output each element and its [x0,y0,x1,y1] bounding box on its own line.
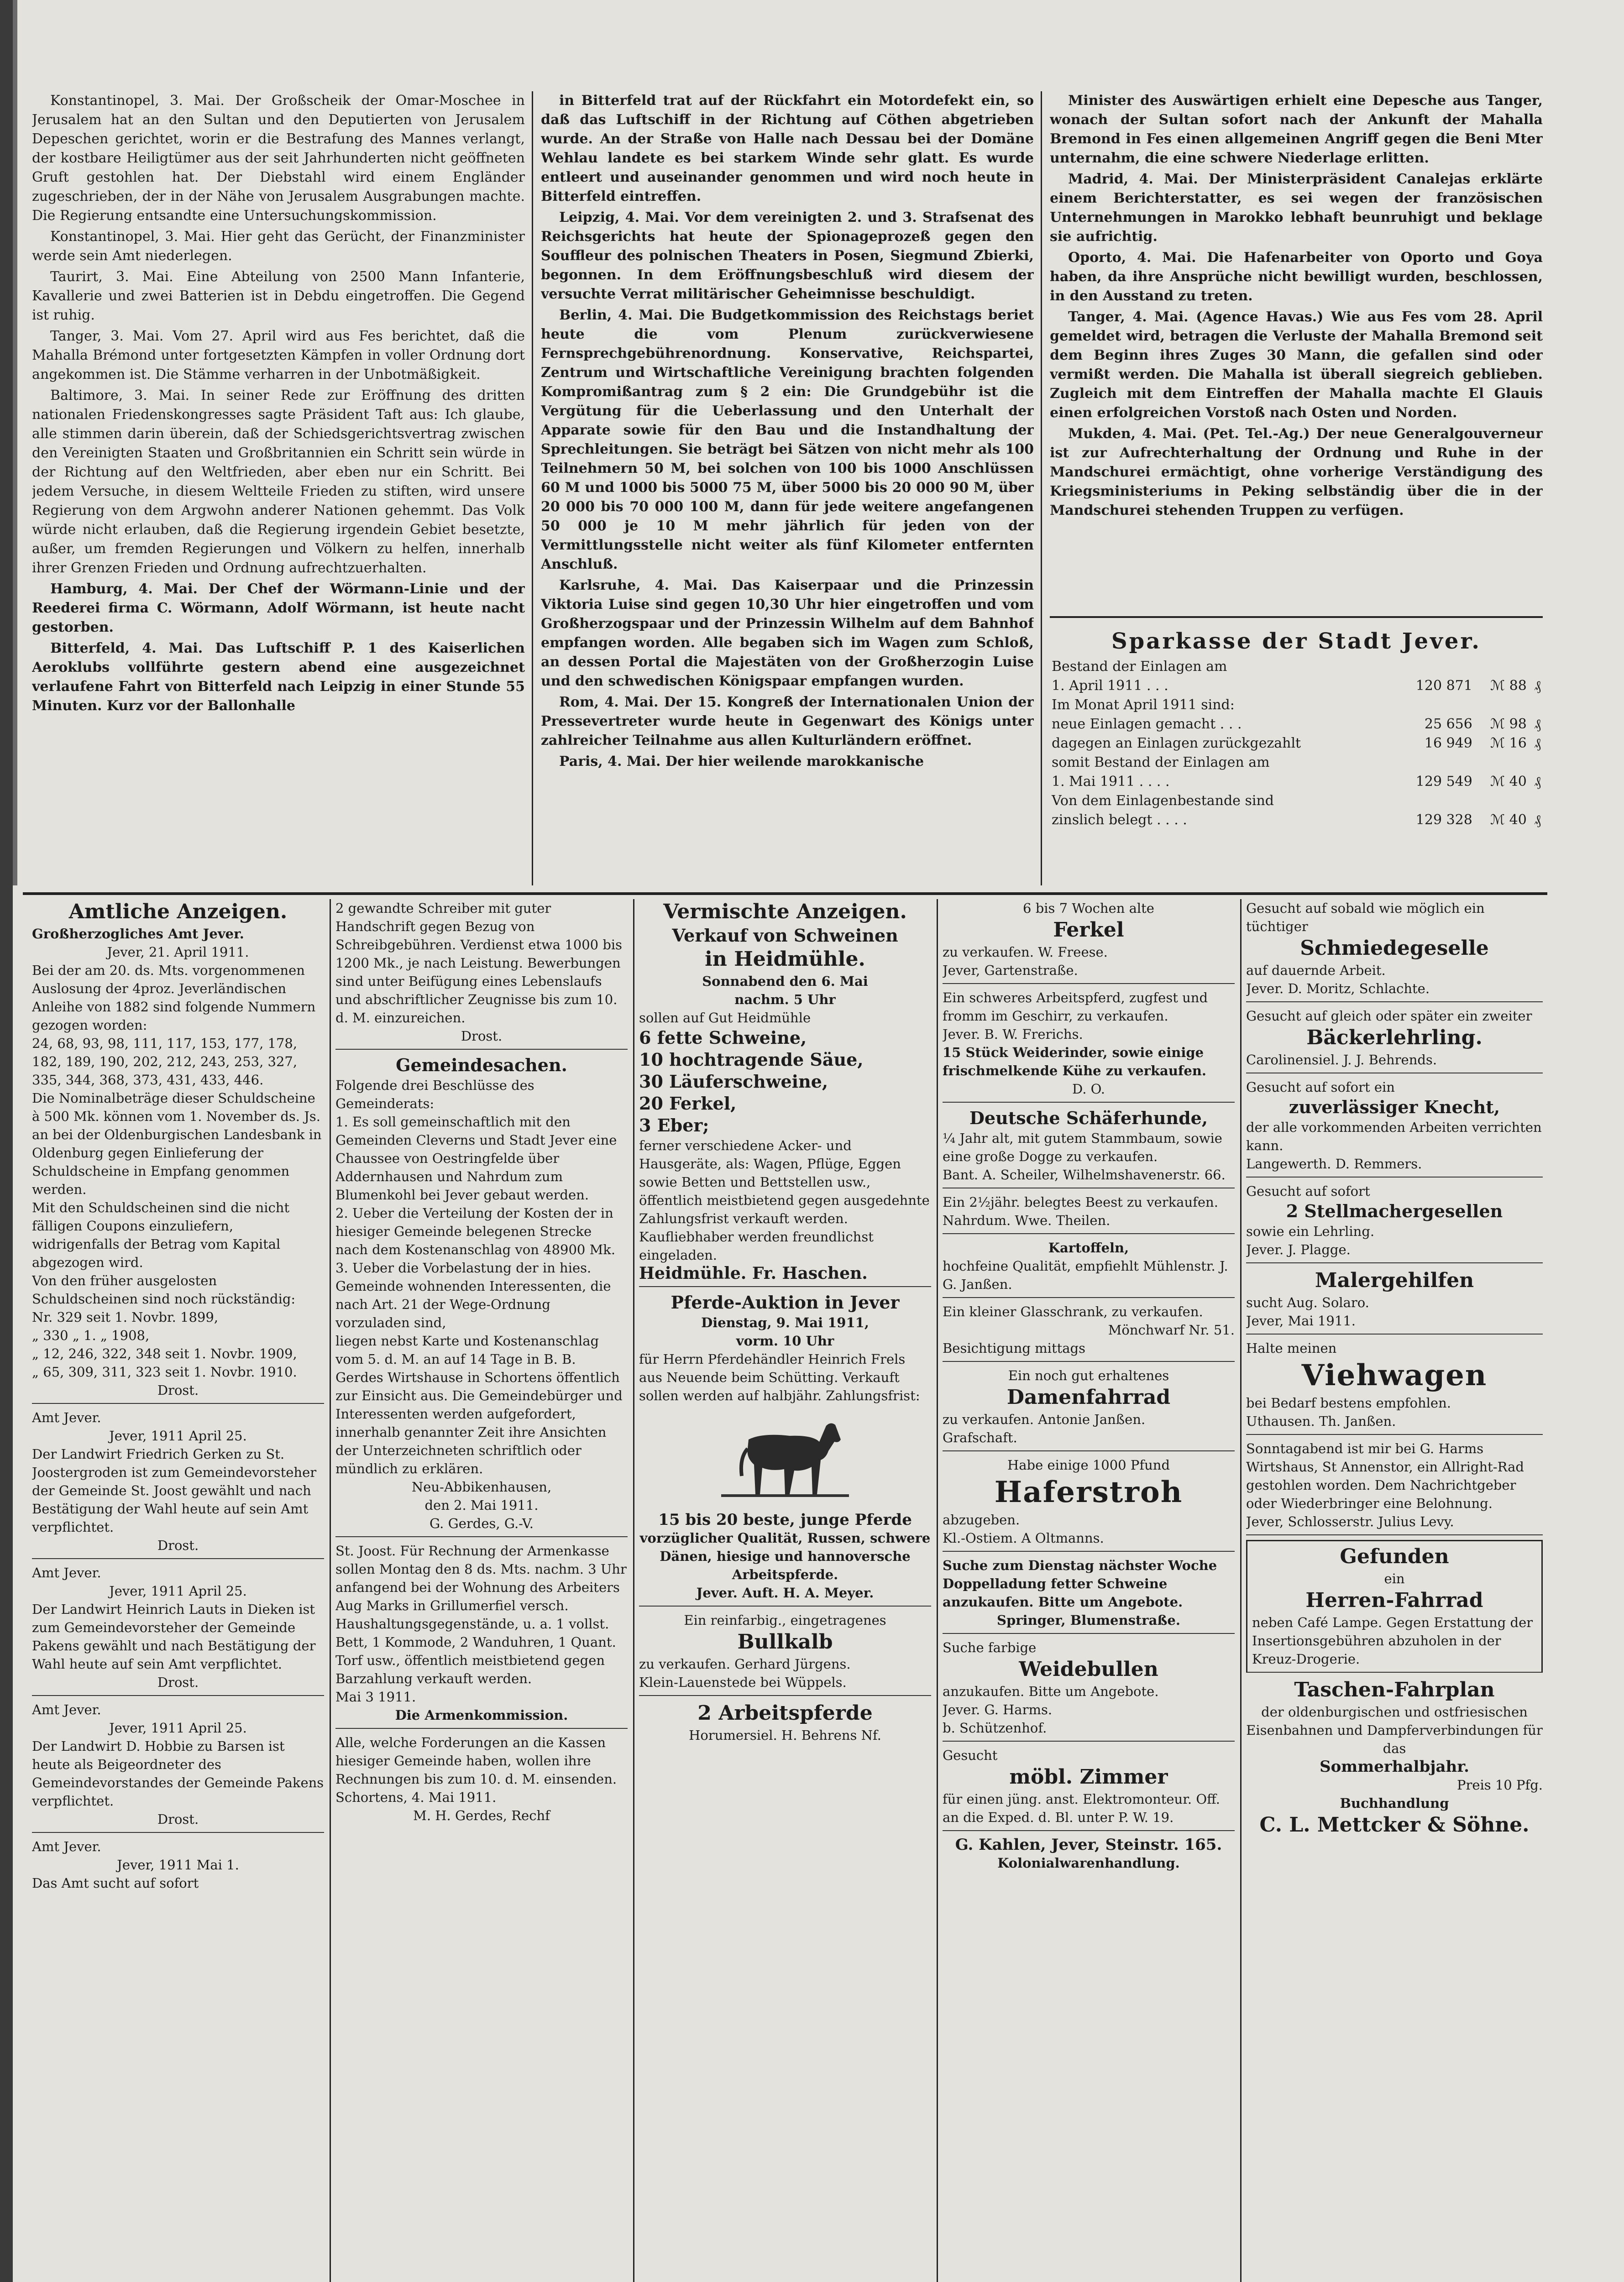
notice-text: Der Landwirt D. Hobbie zu Barsen ist heute als Beigeordneter des Gemeindevorstandes der Gemeinde Pakens verpflichtet. [32,1738,324,1809]
ad-block [943,989,1235,1103]
ad-place: Klein-Lauenstede bei Wüppels. [639,1675,847,1690]
news-item: Berlin, 4. Mai. Die Budgetkommission des Reichstags beriet heute die vom Plenum zurückverwiesene Fernsprechgebührenordnung. Konservative, Reichspartei, Zentrum und Wirtschaftliche Vereinigung brachten folgenden Kompromißantrag zum § 2 ein: Die Grundgebühr ist die Vergütung für die Ueberlassung und den Unterhalt der Apparate sowie für den Bau und die Instandhaltung der Sprechleitungen. Sie beträgt bei Sätzen von nicht mehr als 100 Teilnehmern 50 M, bei solchen von 100 bis 1000 Anschlüssen 60 M und 1000 bis 5000 75 M, über 5000 bis 20 000 90 M, über 20 000 bis 70 000 100 M, dann für jede weitere angefangenen 50 000 je 10 M mehr jährlich für jeden von der Vermittlungsstelle nicht weiter als fünf Kilometer entfernten Anschluß. [541,307,1034,572]
news-column-2 [541,91,1034,885]
ad-item: 30 Läuferschweine, [639,1071,828,1092]
municipal-heading: Gemeindesachen. [396,1055,567,1075]
news-item: Madrid, 4. Mai. Der Ministerpräsident Canalejas erklärte einem Berichterstatter, es sei wegen der französischen Unternehmungen in Marokko lebhaft beunruhigt und beklage sie aufrichtig. [1050,171,1543,245]
notice-block [32,1837,324,1892]
notice-list-item: „ 12, 246, 322, 348 seit 1. Novbr. 1909, [32,1346,297,1361]
horse-illustration [721,1408,849,1508]
notice-date: Schortens, 4. Mai 1911. [335,1790,497,1805]
sparkasse-row [1050,811,1543,830]
ad-text: hochfeine Qualität, empfiehlt Mühlenstr. J. G. Janßen. [943,1258,1228,1292]
section-divider [23,892,1547,895]
ad-date: Dienstag, 9. Mai 1911, [701,1315,869,1330]
ad-block [943,1746,1235,1831]
notice-text: Der Landwirt Friedrich Gerken zu St. Joostergroden ist zum Gemeindevorsteher der Gemeinde St. Joost gewählt und nach Bestätigung der Wahl heute auf sein Amt verpflichtet. [32,1446,317,1535]
sparkasse-value [1393,657,1474,676]
ad-text: Buchhandlung [1340,1795,1449,1811]
ad-place: Horumersiel. H. Behrens Nf. [689,1727,881,1743]
ad-block [1246,1339,1543,1435]
ad-title: Schmiedegeselle [1300,937,1489,960]
notice-place: Neu-Abbikenhausen, [411,1479,552,1495]
sparkasse-row [1050,715,1543,734]
ad-block [1246,1007,1543,1073]
ad-text: für Herrn Pferdehändler Heinrich Frels aus Neuende beim Schütting. Verkauft sollen werden auf halbjähr. Zahlungsfrist: [639,1351,920,1403]
ad-block [943,1107,1235,1188]
column-rule [330,899,331,2282]
ad-place: Jever. G. Harms. [943,1702,1053,1717]
ad-block [943,1556,1235,1634]
ad-block [1246,1540,1543,1673]
notice-signature: Drost. [157,1675,199,1690]
ad-place: Langewerth. D. Remmers. [1246,1156,1422,1172]
ad-text: auf dauernde Arbeit. [1246,963,1386,978]
news-item: Rom, 4. Mai. Der 15. Kongreß der Internationalen Union der Pressevertreter wurde heute in Gegenwart des Königs unter zahlreicher Teilnahme aus allen Kulturländern eröffnet. [541,694,1034,748]
notice-text: Alle, welche Forderungen an die Kassen hiesiger Gemeinde haben, wollen ihre Rechnungen bis zum 10. d. M. einsenden. [335,1735,617,1787]
sparkasse-mark: ℳ 98 [1490,716,1527,732]
ad-text: Gesucht auf gleich oder später ein zweiter [1246,1008,1532,1024]
ad-title: Malergehilfen [1315,1269,1474,1292]
news-item: Konstantinopel, 3. Mai. Hier geht das Gerücht, der Finanzminister werde sein Amt niederlegen. [32,229,525,264]
notice-block [335,1542,628,1729]
notice-office: Amt Jever. [32,1410,101,1425]
sparkasse-label: Bestand der Einlagen am [1052,659,1227,675]
ad-text: neben Café Lampe. Gegen Erstattung der Insertionsgebühren abzuholen in der Kreuz-Drogerie. [1252,1615,1533,1667]
sparkasse-pf: ₰ [1534,678,1541,694]
sparkasse-label: neue Einlagen gemacht . . . [1052,716,1242,732]
official-notices-heading: Amtliche Anzeigen. [68,900,288,923]
ad-text: zu verkaufen. Gerhard Jürgens. [639,1656,851,1672]
sparkasse-report [1050,625,1543,830]
ad-title: Ferkel [1053,918,1124,942]
ad-text: Ein schweres Arbeitspferd, zugfest und fromm im Geschirr, zu verkaufen. [943,990,1208,1024]
sparkasse-pf: ₰ [1534,735,1541,751]
ad-date: Sonnabend den 6. Mai [702,974,868,989]
notice-list-item: 3. Ueber die Vorbelastung der in hies. Gemeinde wohnenden Interessenten, die nach Art. 21 der Wege-Ordnung vorzuladen sind, [335,1260,611,1330]
ad-place: b. Schützenhof. [943,1720,1047,1736]
ad-title: Kartoffeln, [1048,1240,1129,1256]
ad-place: Jever, Schlosserstr. Julius Levy. [1246,1514,1454,1529]
ad-title: Bäckerlehrling. [1306,1026,1483,1049]
ad-text: 15 Stück Weiderinder, sowie einige frischmelkende Kühe zu verkaufen. [943,1045,1207,1078]
ad-block [1246,1268,1543,1335]
ad-place: Jever. B. W. Frerichs. [943,1026,1083,1042]
ad-price: Preis 10 Pfg. [1456,1777,1543,1793]
notice-block [335,1733,628,1825]
ad-title: Gefunden [1340,1545,1449,1568]
ad-text: Besichtigung mittags [943,1340,1085,1356]
column-rule [1041,91,1042,885]
notice-signature: Die Armenkommission. [395,1707,568,1723]
sparkasse-row [1050,791,1543,811]
sparkasse-value [1393,791,1474,811]
notice-text: St. Joost. Für Rechnung der Armenkasse sollen Montag den 8 ds. Mts. nachm. 3 Uhr anfangend bei der Wohnung des Arbeiters Aug Marks in Grillumerfiel versch. Haushaltungsgegenstände, u. a. 1 vollst. Bett, 1 Kommode, 2 Wanduhren, 1 Quant. Torf usw., öffentlich meistbietend gegen Barzahlung verkauft werden. [335,1543,627,1686]
ad-text: zu verkaufen. W. Freese. [943,944,1108,960]
notice-signature: M. H. Gerdes, Rechf [413,1808,550,1823]
notice-office: Amt Jever. [32,1839,101,1854]
sparkasse-pf: ₰ [1534,774,1541,790]
sparkasse-label: zinslich belegt . . . . [1052,812,1187,828]
notice-date: Jever, 1911 April 25. [109,1583,247,1599]
ad-signature: C. L. Mettcker & Söhne. [1259,1813,1530,1837]
ad-text: sucht Aug. Solaro. [1246,1295,1369,1310]
ad-block [1246,1078,1543,1178]
notice-list-item: 2. Ueber die Verteilung der Kosten der in hiesiger Gemeinde belegenen Strecke nach dem Kostenanschlag von 48900 Mk. [335,1205,616,1257]
sparkasse-label: dagegen an Einlagen zurückgezahlt [1052,735,1301,751]
news-column-1 [32,91,525,885]
sparkasse-label: Von dem Einlagenbestande sind [1052,793,1274,809]
sparkasse-label: 1. April 1911 . . . [1052,678,1168,694]
news-item: Oporto, 4. Mai. Die Hafenarbeiter von Oporto und Goya haben, da ihre Ansprüche nicht bewilligt wurden, beschlossen, in den Ausstand zu treten. [1050,250,1543,304]
notice-date: Jever, 1911 Mai 1. [117,1857,239,1873]
notice-list-item: „ 330 „ 1. „ 1908, [32,1328,150,1343]
ad-text: Kolonialwarenhandlung. [997,1855,1180,1871]
ad-block [943,1456,1235,1552]
ad-place: Jever, Gartenstraße. [943,963,1078,978]
ad-block [943,1836,1235,1872]
ad-text: für einen jüng. anst. Elektromonteur. Off. an die Exped. d. Bl. unter P. W. 19. [943,1791,1220,1825]
ad-text: abzugeben. [943,1512,1020,1528]
sparkasse-pf [1529,753,1543,772]
sparkasse-row [1050,696,1543,715]
ad-text: Gesucht auf sofort ein [1246,1079,1395,1095]
ad-title: in Heidmühle. [705,947,865,971]
notice-block [32,1408,324,1559]
ad-text: bei Bedarf bestens empfohlen. [1246,1395,1451,1411]
notice-text: Die Nominalbeträge dieser Schuldscheine à 500 Mk. können vom 1. November ds. Js. an bei der Oldenburgischen Landesbank in Oldenburg gegen Einlieferung der Schuldscheine in Empfang genommen werden. [32,1090,322,1197]
sparkasse-mark: ℳ 40 [1490,774,1527,790]
ad-time: nachm. 5 Uhr [734,992,836,1007]
ad-title: 2 Arbeitspferde [697,1701,873,1725]
ad-title: Damenfahrrad [1006,1386,1171,1409]
notice-list-item: „ 65, 309, 311, 323 seit 1. Novbr. 1910. [32,1364,297,1380]
notice-text: Folgende drei Beschlüsse des Gemeinderats: [335,1078,534,1111]
ad-title: Sommerhalbjahr. [1320,1758,1469,1776]
ad-text: vorzüglicher Qualität, Russen, schwere Dänen, hiesige und hannoversche Arbeitspferde. [639,1530,931,1582]
sparkasse-mark [1474,791,1529,811]
notice-office: Amt Jever. [32,1702,101,1717]
sparkasse-label: Im Monat April 1911 sind: [1052,697,1235,713]
ad-block [943,1239,1235,1298]
section-rule [1050,616,1543,618]
sale-ads-column [943,899,1235,2282]
sparkasse-label: 1. Mai 1911 . . . . [1052,774,1170,790]
ad-text: sowie ein Lehrling. [1246,1224,1375,1239]
news-item: Hamburg, 4. Mai. Der Chef der Wörmann-Linie und der Reederei firma C. Wörmann, Adolf Wörmann, ist heute nacht gestorben. [32,581,525,635]
ad-place: Kl.-Ostiem. A Oltmanns. [943,1530,1104,1546]
ad-text: Ein kleiner Glasschrank, zu verkaufen. [943,1304,1203,1319]
column-rule [532,91,533,885]
ad-title: zuverlässiger Knecht, [1289,1097,1500,1117]
notice-signature: G. Gerdes, G.-V. [430,1516,534,1531]
ad-title: Taschen-Fahrplan [1294,1678,1495,1701]
news-item: Mukden, 4. Mai. (Pet. Tel.-Ag.) Der neue Generalgouverneur ist zur Aufrechterhaltung der Ordnung und Ruhe in der Mandschurei ermächtigt, ohne vorherige Verständigung des Kriegsministeriums in Peking selbständig über die in der Mandschurei stehenden Truppen zu verfügen. [1050,426,1543,518]
ad-block [1246,1677,1543,1838]
news-item: in Bitterfeld trat auf der Rückfahrt ein Motordefekt ein, so daß das Luftschiff in der Richtung auf Cöthen abgetrieben wurde. An der Straße von Halle nach Dessau bei der Domäne Wehlau landete es bei starkem Winde sehr glatt. Es wurde entleert und auseinander genommen und wird noch heute in Bitterfeld eintreffen. [541,93,1034,204]
sparkasse-value: 16 949 [1424,735,1472,751]
ad-title: möbl. Zimmer [1009,1765,1168,1789]
sparkasse-mark [1474,696,1529,715]
ad-title: Haferstroh [994,1475,1183,1509]
sparkasse-pf: ₰ [1534,716,1541,732]
ad-text: Ein noch gut erhaltenes [1008,1368,1169,1383]
notice-date: Jever, 1911 April 25. [109,1720,247,1736]
sparkasse-table [1050,657,1543,830]
sparkasse-value: 120 871 [1415,678,1472,694]
sparkasse-row [1050,734,1543,753]
ad-place: Carolinensiel. J. J. Behrends. [1246,1052,1437,1068]
sparkasse-pf [1529,657,1543,676]
ad-title: G. Kahlen, Jever, Steinstr. 165. [955,1836,1222,1854]
ad-text: sollen auf Gut Heidmühle [639,1010,811,1026]
sparkasse-row [1050,676,1543,696]
ad-text: Suche zum Dienstag nächster Woche Doppelladung fetter Schweine anzukaufen. Bitte um Angebote. [943,1558,1217,1610]
column-rule [633,899,634,2282]
notice-block [32,1564,324,1696]
ad-place: Grafschaft. [943,1430,1017,1445]
ad-block [943,1193,1235,1234]
ad-block [943,899,1235,984]
sparkasse-value [1393,753,1474,772]
ad-date: Jever, Mai 1911. [1246,1313,1356,1329]
notice-text: Mit den Schuldscheinen sind die nicht fälligen Coupons einzuliefern, widrigenfalls der Betrag vom Kapital abgezogen wird. [32,1200,290,1270]
sparkasse-mark [1474,753,1529,772]
notice-signature: Drost. [461,1028,503,1044]
news-item: Baltimore, 3. Mai. In seiner Rede zur Eröffnung des dritten nationalen Friedenskongresses sagte Präsident Taft aus: Ich glaube, alle stimmen darin überein, daß der Schiedsgerichtsvertrag zwischen den Vereinigten Staaten und Großbritannien ein Schritt sein würde in der Richtung auf den Weltfrieden, aber eben nur ein Schritt. Bei jedem Versuche, in diesem Weltteile Frieden zu stiften, wird unsere Regierung von dem Argwohn anderer Nationen gehemmt. Das Volk würde nicht erlauben, daß die Regierung irgendein Gebiet besetzte, außer, um fremden Regierungen und Völkern zu helfen, innerhalb ihrer Grenzen Frieden und Ordnung aufrechtzuerhalten. [32,387,525,576]
ad-place: Jever. J. Plagge. [1246,1242,1351,1257]
notice-signature: Drost. [157,1538,199,1553]
ad-text: ein [1384,1571,1405,1586]
ad-block [1246,1439,1543,1535]
notice-office: Großherzogliches Amt Jever. [32,926,244,942]
news-item: Paris, 4. Mai. Der hier weilende marokkanische [559,754,924,769]
ad-title: Herren-Fahrrad [1305,1589,1483,1612]
notice-text: Bei der am 20. ds. Mts. vorgenommenen Auslosung der 4proz. Jeverländischen Anleihe von 1882 sind folgende Nummern gezogen worden: [32,963,316,1033]
notice-block [335,899,628,1050]
notice-date: Mai 3 1911. [335,1689,416,1705]
ad-place: Jever. D. Moritz, Schlachte. [1246,981,1430,996]
notice-date: Jever, 21. April 1911. [107,944,249,960]
ad-text: 6 bis 7 Wochen alte [1023,900,1154,916]
ad-place: Bant. A. Scheiler, Wilhelmshavenerstr. 66. [943,1167,1226,1183]
ad-place: Nahrdum. Wwe. Theilen. [943,1213,1111,1228]
ad-block [943,1366,1235,1451]
notice-list-item: Nr. 329 seit 1. Novbr. 1899, [32,1309,219,1325]
notice-text: Das Amt sucht auf sofort [32,1875,199,1891]
notice-text: Der Landwirt Heinrich Lauts in Dieken ist zum Gemeindevorsteher der Gemeinde Pakens gewählt und nach Bestätigung der Wahl heute auf sein Amt verpflichtet. [32,1602,316,1672]
ad-item: 10 hochtragende Säue, [639,1049,864,1070]
ad-signature: Jever. Auft. H. A. Meyer. [696,1585,874,1601]
ad-time: vorm. 10 Uhr [736,1333,834,1349]
notice-list-item: 1. Es soll gemeinschaftlich mit den Gemeinden Cleverns und Stadt Jever eine Chaussee von Oestringfelde über Addernhausen und Nahrdum zum Blumenkohl bei Jever gebaut werden. [335,1114,617,1203]
notice-signature: Drost. [157,1382,199,1398]
ad-item: 6 fette Schweine, [639,1027,807,1048]
sparkasse-value: 129 328 [1415,812,1472,828]
ad-text: Ein reinfarbig., eingetragenes [684,1612,886,1628]
ad-text: ferner verschiedene Acker- und Hausgeräte, als: Wagen, Pflüge, Eggen sowie Betten und Bettstellen usw., öffentlich meistbietend gegen ausgedehnte Zahlungsfrist verkauft werden. [639,1138,930,1226]
book-binding-edge [0,0,13,2282]
news-item: Leipzig, 4. Mai. Vor dem vereinigten 2. und 3. Strafsenat des Reichsgerichts hat heute der Spionageprozeß gegen den Souffleur des polnischen Theaters in Posen, Siegmund Zbierki, begonnen. In dem Eröffnungsbeschluß wird diesem der versuchte Verrat militärischer Geheimnisse beschuldigt. [541,209,1034,302]
news-column-3 [1050,91,1543,616]
news-item: Karlsruhe, 4. Mai. Das Kaiserpaar und die Prinzessin Viktoria Luise sind gegen 10,30 Uhr hier eingetroffen und vom Großherzogspaar und der Prinzessin Wilhelm auf dem Bahnhof empfangen worden. Alle begaben sich im Wagen zum Schloß, an dessen Portal die Majestäten von der Großherzogin Luise und den schwedischen Königspaar empfangen wurden. [541,577,1034,689]
ad-block [639,1701,931,1744]
ad-text: der oldenburgischen und ostfriesischen Eisenbahnen und Dampferverbindungen für das [1246,1704,1543,1756]
ad-item: 20 Ferkel, [639,1093,737,1114]
ad-block [943,1303,1235,1362]
ad-text: Gesucht [943,1748,998,1763]
sparkasse-value [1393,696,1474,715]
ad-block [1246,1182,1543,1263]
misc-ads-column [639,899,931,2282]
ad-place: Uthausen. Th. Janßen. [1246,1413,1396,1429]
sparkasse-mark: ℳ 16 [1490,735,1527,751]
news-item: Taurirt, 3. Mai. Eine Abteilung von 2500 Mann Infanterie, Kavallerie und zwei Batterien ist in Debdu eingetroffen. Die Gegend ist ruhig. [32,269,525,323]
binding-shadow [13,0,17,885]
ad-signature: Springer, Blumenstraße. [997,1612,1180,1628]
ad-signature: D. O. [1072,1081,1105,1097]
ad-signature: Heidmühle. Fr. Haschen. [639,1264,868,1283]
notice-date: Jever, 1911 April 25. [109,1428,247,1444]
notice-block [32,1701,324,1833]
ad-title: 2 Stellmachergesellen [1286,1201,1503,1221]
sparkasse-mark: ℳ 88 [1490,678,1527,694]
sparkasse-mark [1474,657,1529,676]
notice-text: 2 gewandte Schreiber mit guter Handschrift gegen Bezug von Schreibgebühren. Verdienst etwa 1000 bis 1200 Mk., je nach Leistung. Bewerbungen sind unter Beifügung eines Lebenslaufs und abschriftlicher Zeugnisse bis zum 10. d. M. einzureichen. [335,900,623,1026]
ad-block [639,925,931,1287]
ad-text: Kaufliebhaber werden freundlichst eingeladen. [639,1229,874,1263]
sparkasse-row [1050,772,1543,791]
ad-title: Viehwagen [1301,1358,1488,1392]
ad-item: 3 Eber; [639,1115,709,1136]
column-rule [937,899,938,2282]
municipal-notices-column [335,899,628,2282]
ad-text: Gesucht auf sofort [1246,1183,1370,1199]
ad-block [943,1638,1235,1742]
sparkasse-row [1050,753,1543,772]
notice-block [335,1054,628,1537]
notice-block [32,925,324,1404]
sparkasse-pf [1529,791,1543,811]
sparkasse-value: 25 656 [1424,716,1472,732]
job-ads-column [1246,899,1543,2282]
ad-text: Ein 2½jähr. belegtes Beest zu verkaufen. [943,1194,1218,1210]
news-item: Tanger, 3. Mai. Vom 27. April wird aus Fes berichtet, daß die Mahalla Brémond unter fortgesetzten Kämpfen in voller Ordnung dort angekommen ist. Die Stämme verharren in der Unbotmäßigkeit. [32,328,525,382]
sparkasse-title: Sparkasse der Stadt Jever. [1111,628,1482,654]
ad-text: Halte meinen [1246,1340,1337,1356]
news-item: Minister des Auswärtigen erhielt eine Depesche aus Tanger, wonach der Sultan sofort nach der Ankunft der Mahalla Bremond in Fes einen allgemeinen Angriff gegen die Beni Mter unternahm, die eine schwere Niederlage erlitten. [1050,93,1543,166]
ad-block [1246,899,1543,1002]
ad-text: Gesucht auf sobald wie möglich ein tüchtiger [1246,900,1485,934]
ad-text: anzukaufen. Bitte um Angebote. [943,1684,1159,1699]
ad-text: der alle vorkommenden Arbeiten verrichten kann. [1246,1120,1542,1153]
notice-text: Von den früher ausgelosten Schuldscheinen sind noch rückständig: [32,1273,296,1307]
news-item: Konstantinopel, 3. Mai. Der Großscheik der Omar-Moschee in Jerusalem hat an den Sultan und den Deputierten von Jerusalem Depeschen gerichtet, worin er die Bestrafung des Mannes verlangt, der kostbare Heiligtümer aus der seit Jahrhunderten nicht geöffneten Gruft gestohlen hat. Der Diebstahl wird einem Engländer zugeschrieben, der in der Nähe von Jerusalem Ausgrabungen machte. Die Regierung entsandte eine Untersuchungskommission. [32,93,525,224]
ad-title: Weidebullen [1019,1658,1158,1681]
newspaper-page [23,73,1547,2282]
ad-block [639,1611,931,1696]
official-notices-column [32,899,324,2282]
ad-text: ¼ Jahr alt, mit gutem Stammbaum, sowie eine große Dogge zu verkaufen. [943,1131,1222,1164]
ad-text: Suche farbige [943,1640,1037,1655]
ad-text: Habe einige 1000 Pfund [1007,1457,1170,1473]
misc-ads-heading: Vermischte Anzeigen. [663,900,907,923]
notice-signature: Drost. [157,1811,199,1827]
ad-title: Deutsche Schäferhunde, [969,1108,1208,1128]
news-item: Bitterfeld, 4. Mai. Das Luftschiff P. 1 des Kaiserlichen Aeroklubs vollführte gestern abend eine ausgezeichnet verlaufene Fahrt von Bitterfeld nach Leipzig in einer Stunde 55 Minuten. Kurz vor der Ballonhalle [32,640,525,714]
ad-place: Mönchwarf Nr. 51. [1108,1322,1235,1338]
ad-title: Pferde-Auktion in Jever [671,1292,900,1313]
sparkasse-pf: ₰ [1534,812,1541,828]
sparkasse-mark: ℳ 40 [1490,812,1527,828]
sparkasse-label: somit Bestand der Einlagen am [1052,754,1270,770]
notice-office: Amt Jever. [32,1565,101,1581]
column-rule [1240,899,1242,2282]
ad-text: zu verkaufen. Antonie Janßen. [943,1412,1146,1427]
ad-text: Sonntagabend ist mir bei G. Harms Wirtshaus, St Annenstor, ein Allright-Rad gestohlen worden. Dem Nachrichtgeber oder Wiederbringer eine Belohnung. [1246,1441,1524,1511]
ad-title: Verkauf von Schweinen [672,925,898,946]
ad-title: 15 bis 20 beste, junge Pferde [658,1511,912,1529]
ad-block [639,1292,931,1607]
sparkasse-value: 129 549 [1415,774,1472,790]
notice-text: liegen nebst Karte und Kostenanschlag vom 5. d. M. an auf 14 Tage in B. B. Gerdes Wirtshause in Schortens öffentlich zur Einsicht aus. Die Gemeindebürger und Interessenten werden aufgefordert, innerhalb genannter Zeit ihre Ansichten der Unterzeichneten schriftlich oder mündlich zu erklären. [335,1333,623,1476]
news-item: Tanger, 4. Mai. (Agence Havas.) Wie aus Fes vom 28. April gemeldet wird, betragen die Verluste der Mahalla Bremond seit dem Beginn ihres Zuges 30 Mann, die gefallen sind oder vermißt werden. Die Mahalla ist überall siegreich geblieben. Zugleich mit dem Eintreffen der Mahalla machte El Glauis einen erfolgreichen Vorstoß nach Osten und Norden. [1050,309,1543,421]
sparkasse-pf [1529,696,1543,715]
notice-date: den 2. Mai 1911. [424,1497,539,1513]
notice-numbers: 24, 68, 93, 98, 111, 117, 153, 177, 178, 182, 189, 190, 202, 212, 243, 253, 327, 335, 344, 368, 373, 431, 433, 446. [32,1036,298,1088]
ad-title: Bullkalb [737,1630,833,1654]
sparkasse-row [1050,657,1543,676]
